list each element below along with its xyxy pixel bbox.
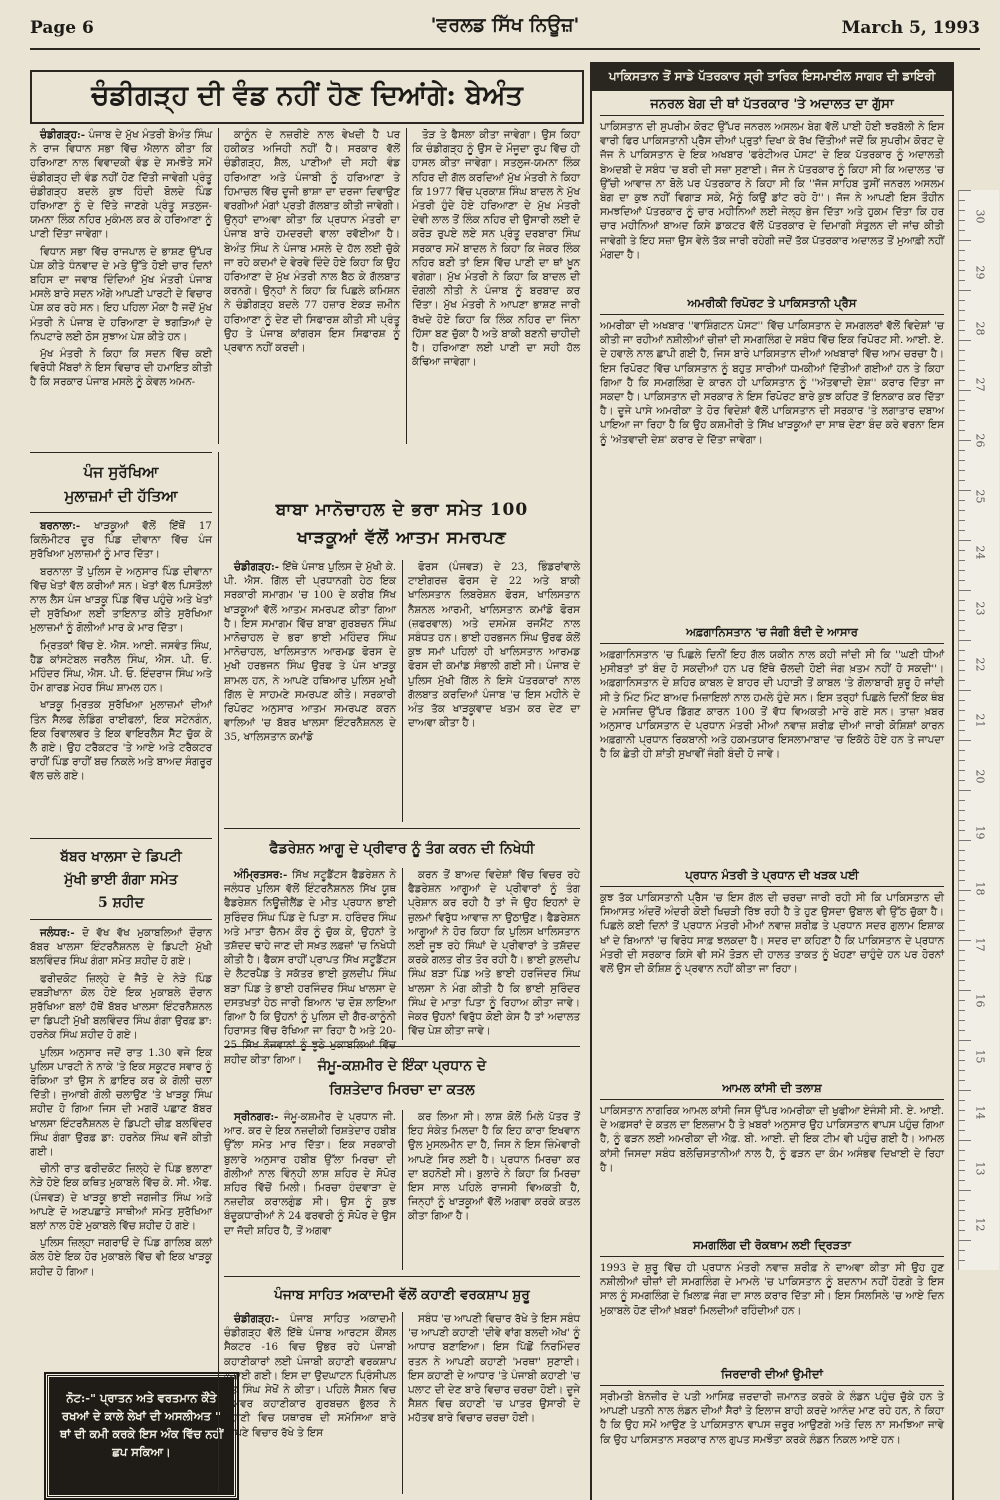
lead-paragraph-3: ਮੁੱਖ ਮੰਤਰੀ ਨੇ ਕਿਹਾ ਕਿ ਸਦਨ ਵਿੱਚ ਕਈ ਵਿਰੋਧੀ ਮੈਂਬਰਾਂ ਨੇ ਇਸ ਵਿਚਾਰ ਦੀ ਹਮਾਇਤ ਕੀਤੀ ਹੈ ਕਿ ਸਰਕਾਰ ਪੰਜਾਬ ਮਸਲੇ ਨੂੰ ਕੇਵਲ ਅਮਨ- <box>30 348 212 389</box>
ruler-tick <box>959 1050 965 1051</box>
ruler-tick <box>959 1260 965 1261</box>
kashmir-column-1-text: ਜੰਮੂ-ਕਸ਼ਮੀਰ ਦੇ ਪ੍ਰਧਾਨ ਜੀ. ਆਰ. ਕਰ ਦੇ ਇਕ ਨਜ਼ਦੀਕੀ ਰਿਸ਼ਤੇਦਾਰ ਹਬੀਬ ਉੱਲਾ ਸਮੇਤ ਮਾਰ ਦਿੱਤਾ। ਇਕ ਸਰਕਾਰੀ ਬੁਲਾਰੇ ਅਨੁਸਾਰ ਹਬੀਬ ਉੱਲਾ ਮਿਰਚਾ ਦੀ ਗੋਲੀਆਂ ਨਾਲ ਵਿੰਨ੍ਹੀ ਲਾਸ਼ ਸ਼ਹਿਰ ਦੇ ਸੋਪੋਰ ਸ਼ਹਿਰ ਵਿੱਚੋਂ ਮਿਲੀ। ਮਿਰਚਾ ਹੰਦਵਾੜਾ ਦੇ ਨਜ਼ਦੀਕ ਕਰਾਲਗੁੰਡ ਸੀ। ਉਸ ਨੂੰ ਕੁਝ ਬੰਦੂਕਧਾਰੀਆਂ ਨੇ 24 ਫਰਵਰੀ ਨੂੰ ਸੋਪੋਰ ਦੇ ਉਸ ਦਾ ਜੱਦੀ ਸ਼ਹਿਰ ਹੈ, ਤੋਂ ਅਗਵਾ <box>224 1111 396 1237</box>
workshop-column-1-text: ਪੰਜਾਬ ਸਾਹਿਤ ਅਕਾਦਮੀ ਚੰਡੀਗੜ੍ਹ ਵੱਲੋਂ ਇੱਥੇ ਪੰਜਾਬ ਆਰਟਸ ਕੌਂਸਲ ਸੈਕਟਰ -16 ਵਿਚ ਉਭਰ ਰਹੇ ਪੰਜਾਬੀ ਕਹਾਣੀਕਾਰਾਂ ਲਈ ਪੰਜਾਬੀ ਕਹਾਣੀ ਵਰਕਸ਼ਾਪ ਲਗਾਈ ਗਈ। ਇਸ ਦਾ ਉਦਘਾਟਨ ਪ੍ਰਿੰਸੀਪਲ ਸੰਤ ਸਿੰਘ ਸੇਖੋਂ ਨੇ ਕੀਤਾ। ਪਹਿਲੇ ਸੈਸ਼ਨ ਵਿਚ ਨਾਮਵਰ ਕਹਾਣੀਕਾਰ ਗੁਰਬਚਨ ਭੁੱਲਰ ਨੇ ਕਹਾਣੀ ਵਿਚ ਯਥਾਰਥ ਦੀ ਸਮੱਸਿਆ ਬਾਰੇ ਆਪਣੇ ਵਿਚਾਰ ਰੱਖੇ ਤੇ ਇਸ <box>224 1313 397 1439</box>
ruler-tick <box>959 790 971 791</box>
surrender-dateline: ਚੰਡੀਗੜ੍ਹ:- <box>234 561 280 573</box>
ruler-tick <box>959 530 965 531</box>
ruler-tick <box>959 710 965 711</box>
ruler-tick <box>959 280 965 281</box>
ruler-tick <box>959 550 965 551</box>
editor-note-box <box>46 1374 237 1498</box>
workshop-column-1 <box>224 1312 396 1494</box>
ruler-tick <box>959 400 965 401</box>
ruler-tick <box>959 960 965 961</box>
kashmir-dateline: ਸ੍ਰੀਨਗਰ:- <box>234 1111 279 1123</box>
issue-date: March 5, 1993 <box>841 18 980 38</box>
ruler-tick <box>959 260 965 261</box>
ruler-tick <box>959 720 965 721</box>
ruler-tick <box>959 830 965 831</box>
ruler-tick <box>959 1150 965 1151</box>
editor-note-text: ਨੋਟ:-" ਪ੍ਰਾਤਨ ਅਤੇ ਵਰਤਮਾਨ ਕੌਂਤੇ ਰਖਆਂ ਦੇ ਕਾਲੇ ਲੇਖਾਂ ਦੀ ਅਸਲੀਅਤ " ਥਾਂ ਦੀ ਕਮੀ ਕਰਕੇ ਇਸ ਅੰਕ ਵਿੱਚ ਨਹੀਂ ਛਪ ਸਕਿਆ। <box>59 1391 224 1459</box>
ruler-tick <box>959 1020 965 1021</box>
ruler-tick <box>959 740 971 741</box>
surrender-column-2-text: ਫੋਰਸ (ਪੰਜਵੜ) ਦੇ 23, ਭਿੰਡਰਾਂਵਾਲੇ ਟਾਈਗਰਜ਼ ਫੋਰਸ ਦੇ 22 ਅਤੇ ਬਾਕੀ ਖਾਲਿਸਤਾਨ ਲਿਬਰੇਸ਼ਨ ਫੋਰਸ, ਖਾਲਿਸਤਾਨ ਨੈਸ਼ਨਲ ਆਰਮੀ, ਖਾਲਿਸਤਾਨ ਕਮਾਂਡੋ ਫੋਰਸ (ਜ਼ਫਰਵਾਲ) ਅਤੇ ਦਸਮੇਸ਼ ਰਜਮੈਂਟ ਨਾਲ ਸਬੰਧਤ ਹਨ। ਭਾਈ ਹਰਭਜਨ ਸਿੰਘ ਉਰਫ ਕੋਲੋਂ ਕੁਝ ਸਮਾਂ ਪਹਿਲਾਂ ਹੀ ਖਾਲਿਸਤਾਨ ਆਰਮਡ ਫੋਰਸ ਦੀ ਕਮਾਂਡ ਸੰਭਾਲੀ ਗਈ ਸੀ। ਪੰਜਾਬ ਦੇ ਪੁਲਿਸ ਮੁੱਖੀ ਗਿੱਲ ਨੇ ਇਸੇ ਪੱਤਰਕਾਰਾਂ ਨਾਲ ਗੱਲਬਾਤ ਕਰਦਿਆਂ ਪੰਜਾਬ 'ਚ ਇਸ ਮਹੀਨੇ ਦੇ ਅੰਤ ਤੱਕ ਖਾੜਕੂਵਾਦ ਖਤਮ ਕਰ ਦੇਣ ਦਾ ਦਾਅਵਾ ਕੀਤਾ ਹੈ। <box>408 561 580 730</box>
ruler-tick <box>959 990 971 991</box>
ruler-tick <box>959 370 965 371</box>
ruler-number: 22 <box>973 657 987 672</box>
federation-column-2-text: ਕਰਨ ਤੋਂ ਬਾਅਦ ਵਿਦੇਸ਼ਾਂ ਵਿੱਚ ਵਿਚਰ ਰਹੇ ਫੈਡਰੇਸ਼ਨ ਆਗੂਆਂ ਦੇ ਪ੍ਰੀਵਾਰਾਂ ਨੂੰ ਤੰਗ ਪ੍ਰੇਸ਼ਾਨ ਕਰ ਰਹੀ ਹੈ ਤਾਂ ਜੋ ਉਹ ਇਹਨਾਂ ਦੇ ਜ਼ੁਲਮਾਂ ਵਿਰੁੱਧ ਆਵਾਜ਼ ਨਾ ਉਠਾਉਣ। ਫੈਡਰੇਸ਼ਨ ਆਗੂਆਂ ਨੇ ਹੋਰ ਕਿਹਾ ਕਿ ਪੁਲਿਸ ਖਾਲਿਸਤਾਨ ਲਈ ਜੂਝ ਰਹੇ ਸਿੰਘਾਂ ਦੇ ਪ੍ਰੀਵਾਰਾਂ ਤੇ ਤਸ਼ੱਦਦ ਕਰਕੇ ਗਲਤ ਰੀਤ ਤੋਰ ਰਹੀ ਹੈ। ਭਾਈ ਕੁਲਦੀਪ ਸਿੰਘ ਬੜਾ ਪਿੰਡ ਅਤੇ ਭਾਈ ਹਰਜਿੰਦਰ ਸਿੰਘ ਖਾਲਸਾ ਨੇ ਮੰਗ ਕੀਤੀ ਹੈ ਕਿ ਭਾਈ ਸੁਰਿੰਦਰ ਸਿੰਘ ਦੇ ਮਾਤਾ ਪਿਤਾ ਨੂੰ ਰਿਹਾਅ ਕੀਤਾ ਜਾਵੇ। ਜੇਕਰ ਉਹਨਾਂ ਵਿਰੁੱਧ ਕੋਈ ਕੇਸ ਹੈ ਤਾਂ ਅਦਾਲਤ ਵਿੱਚ ਪੇਸ਼ ਕੀਤਾ ਜਾਵੇ। <box>408 869 580 1038</box>
ruler-tick <box>959 1060 965 1061</box>
ruler-tick <box>959 1130 965 1131</box>
pakistan-diary-banner: ਪਾਕਿਸਤਾਨ ਤੋਂ ਸਾਡੇ ਪੱਤਰਕਾਰ ਸ੍ਰੀ ਤਾਰਿਕ ਇਸਮਾਈਲ ਸਾਗਰ ਦੀ ਡਾਇਰੀ <box>592 62 952 91</box>
diary-section-body-1: ਪਾਕਿਸਤਾਨ ਦੀ ਸੁਪਰੀਮ ਕੋਰਟ ਉੱਪਰ ਜਨਰਲ ਅਸਲਮ ਬੇਗ ਵੱਲੋਂ ਪਾਈ ਹੋਈ ਝਰਬੱਲੀ ਨੇ ਇਸ ਵਾਰੀ ਫਿਰ ਪਾਕਿਸਤਾਨੀ ਪ੍ਰੈਸ ਦੀਆਂ ਪ੍ਰੁਤਾਂ ਦਿਖਾ ਕੇ ਰੱਖ ਦਿੱਤੀਆਂ ਜਦੋਂ ਕਿ ਸੁਪਰੀਮ ਕੋਰਟ ਦੇ ਜੱਜ ਨੇ ਪਾਕਿਸਤਾਨ ਦੇ ਇਕ ਅਖਬਾਰ 'ਫਰੰਟੀਅਰ ਪੋਸਟ' ਦੇ ਇਕ ਪੱਤਰਕਾਰ ਨੂੰ ਅਦਾਲਤੀ ਬੇਅਦਬੀ ਦੇ ਸਬੰਧ 'ਚ ਬਰੀ ਦੀ ਸਜ਼ਾ ਸੁਣਾਈ। ਜੱਜ ਨੇ ਪੱਤਰਕਾਰ ਨੂੰ ਕਿਹਾ ਸੀ ਕਿ ਅਦਾਲਤ 'ਚ ਉੱਚੀ ਆਵਾਜ਼ ਨਾ ਬੋਲੇ ਪਰ ਪੱਤਰਕਾਰ ਨੇ ਕਿਹਾ ਸੀ ਕਿ ''ਜੱਜ ਸਾਹਿਬ ਤੁਸੀਂ ਜਨਰਲ ਅਸਲਮ ਬੇਗ ਦਾ ਕੁਝ ਨਹੀਂ ਵਿਗਾੜ ਸਕੇ, ਮੈਨੂੰ ਕਿਉਂ ਡਾਂਟ ਰਹੇ ਹੋ''। ਜੱਜ ਨੇ ਆਪਣੀ ਇਸ ਤੌਹੀਨ ਸਮਝਦਿਆਂ ਪੱਤਰਕਾਰ ਨੂੰ ਚਾਰ ਮਹੀਨਿਆਂ ਲਈ ਜੇਲ੍ਹ ਭੇਜ ਦਿੱਤਾ ਅਤੇ ਹੁਕਮ ਦਿੱਤਾ ਕਿ ਹਰ ਚਾਰ ਮਹੀਨਿਆਂ ਬਾਅਦ ਕਿਸੇ ਡਾਕਟਰ ਵੱਲੋਂ ਪੱਤਰਕਾਰ ਦੇ ਦਿਮਾਗੀ ਸੰਤੁਲਨ ਦੀ ਜਾਂਚ ਕੀਤੀ ਜਾਵੇਗੀ ਤੇ ਇਹ ਸਜ਼ਾ ਉਸ ਵੇਲੇ ਤੱਕ ਜਾਰੀ ਰਹੇਗੀ ਜਦੋਂ ਤੱਕ ਪੱਤਰਕਾਰ ਅਦਾਲਤ ਤੋਂ ਮੁਆਫ਼ੀ ਨਹੀਂ ਮੰਗਦਾ ਹੈ। <box>600 121 944 261</box>
ruler-tick <box>959 970 965 971</box>
ruler-tick <box>959 230 965 231</box>
ruler-tick <box>959 460 965 461</box>
ruler-number: 12 <box>973 1217 987 1232</box>
ruler-number: 30 <box>973 209 987 224</box>
ruler-tick <box>959 360 965 361</box>
ruler-tick <box>959 390 971 391</box>
ruler-tick <box>959 1190 971 1191</box>
federation-dateline: ਅੰਮ੍ਰਿਤਸਰ:- <box>234 869 288 881</box>
ruler-tick <box>959 470 965 471</box>
ruler-tick <box>959 940 971 941</box>
ruler-tick <box>959 1030 965 1031</box>
ruler-tick <box>959 500 965 501</box>
babbar-paragraph-1: ਦੋ ਵੱਖ ਵੱਖ ਮੁਕਾਬਲਿਆਂ ਦੌਰਾਨ ਬੱਬਰ ਖਾਲਸਾ ਇੰਟਰਨੈਸ਼ਨਲ ਦੇ ਡਿਪਟੀ ਮੁੱਖੀ ਬਲਵਿੰਦਰ ਸਿੰਘ ਗੰਗਾ ਸਮੇਤ ਸ਼ਹੀਦ ਹੋ ਗਏ। <box>30 927 212 968</box>
ruler-tick <box>959 240 971 241</box>
ruler-tick <box>959 1070 965 1071</box>
ruler-tick <box>959 1250 965 1251</box>
five-security-paragraph-3: ਮ੍ਰਿਤਕਾਂ ਵਿੱਚ ਏ. ਐਸ. ਆਈ. ਜਸਵੰਤ ਸਿੰਘ, ਹੈਡ ਕਾਂਸਟੇਬਲ ਜਰਨੈਲ ਸਿੰਘ, ਐਸ. ਪੀ. ਓ. ਮਹਿੰਦਰ ਸਿੰਘ, ਐਸ. ਪੀ. ਓ. ਇੰਦਰਾਜ ਸਿੰਘ ਅਤੇ ਹੋਮ ਗਾਰਡ ਮੇਹਰ ਸਿੰਘ ਸ਼ਾਮਲ ਹਨ। <box>30 639 212 695</box>
ruler-tick <box>959 800 965 801</box>
babbar-paragraph-4: ਚੀਨੀ ਰਾਤ ਫਰੀਦਕੋਟ ਜ਼ਿਲ੍ਹੇ ਦੇ ਪਿੰਡ ਭਲਾਣਾ ਨੇੜੇ ਹੋਏ ਇਕ ਕਥਿਤ ਮੁਕਾਬਲੇ ਵਿੱਚ ਕੇ. ਸੀ. ਐਫ. (ਪੰਜਵੜ) ਦੇ ਖਾੜਕੂ ਭਾਈ ਜਗਜੀਤ ਸਿੰਘ ਅਤੇ ਆਪਣੇ ਦੋ ਅਣਪਛਾਤੇ ਸਾਥੀਆਂ ਸਮੇਤ ਸੁਰੱਖਿਆ ਬਲਾਂ ਨਾਲ ਹੋਏ ਮੁਕਾਬਲੇ ਵਿੱਚ ਸ਼ਹੀਦ ਹੋ ਗਏ। <box>30 1163 212 1233</box>
diary-section-body-5: ਪਾਕਿਸਤਾਨ ਨਾਗਰਿਕ ਆਮਲ ਕਾਂਸੀ ਜਿਸ ਉੱਪਰ ਅਮਰੀਕਾ ਦੀ ਖੁਫੀਆ ਏਜੰਸੀ ਸੀ. ਏ. ਆਈ. ਦੇ ਅਫ਼ਸਰਾਂ ਦੇ ਕਤਲ ਦਾ ਇਲਜ਼ਾਮ ਹੈ ਤੇ ਖ਼ਬਰਾਂ ਅਨੁਸਾਰ ਉਹ ਪਾਕਿਸਤਾਨ ਵਾਪਸ ਪਹੁੰਚ ਗਿਆ ਹੈ, ਨੂੰ ਫੜਨ ਲਈ ਅਮਰੀਕਾ ਦੀ ਐਫ਼. ਬੀ. ਆਈ. ਦੀ ਇਕ ਟੀਮ ਵੀ ਪਹੁੰਚ ਗਈ ਹੈ। ਆਮਲ ਕਾਂਸੀ ਜਿਸਦਾ ਸਬੰਧ ਬਲੋਚਿਸਤਾਨੀਆਂ ਨਾਲ ਹੈ, ਨੂੰ ਫੜਨ ਦਾ ਕੰਮ ਅਸੰਭਵ ਦਿਖਾਈ ਦੇ ਰਿਹਾ ਹੈ। <box>600 1105 944 1174</box>
babbar-paragraph-3: ਪੁਲਿਸ ਅਨੁਸਾਰ ਜਦੋਂ ਰਾਤ 1.30 ਵਜੇ ਇਕ ਪੁਲਿਸ ਪਾਰਟੀ ਨੇ ਨਾਕੇ 'ਤੇ ਇਕ ਸਕੂਟਰ ਸਵਾਰ ਨੂੰ ਰੋਕਿਆ ਤਾਂ ਉਸ ਨੇ ਫ਼ਾਇਰ ਕਰ ਕੇ ਗੋਲੀ ਚਲਾ ਦਿੱਤੀ। ਜੁਆਬੀ ਗੋਲੀ ਚਲਾਉਣ 'ਤੇ ਖਾੜਕੂ ਸਿੰਘ ਸ਼ਹੀਦ ਹੋ ਗਿਆ ਜਿਸ ਦੀ ਮਗਰੋਂ ਪਛਾਣ ਬੱਬਰ ਖਾਲਸਾ ਇੰਟਰਨੈਸ਼ਨਲ ਦੇ ਡਿਪਟੀ ਚੀਫ਼ ਬਲਵਿੰਦਰ ਸਿੰਘ ਗੰਗਾ ਉਰਫ਼ ਡਾ: ਹਰਨੇਕ ਸਿੰਘ ਵਜੋਂ ਕੀਤੀ ਗਈ। <box>30 1046 212 1159</box>
story-federation <box>224 838 580 860</box>
ruler-tick <box>959 1170 965 1171</box>
ruler-number: 21 <box>973 713 987 728</box>
ruler-tick <box>959 900 965 901</box>
ruler-tick <box>959 580 965 581</box>
ruler-tick <box>959 270 965 271</box>
ruler-tick <box>959 750 965 751</box>
ruler-tick <box>959 730 965 731</box>
ruler-tick <box>959 780 965 781</box>
babbar-paragraph-2: ਫਰੀਦਕੋਟ ਜ਼ਿਲ੍ਹੇ ਦੇ ਜੈਤੋ ਦੇ ਨੇੜੇ ਪਿੰਡ ਦਬੜੀਖਾਨਾ ਕੋਲ ਹੋਏ ਇਕ ਮੁਕਾਬਲੇ ਦੌਰਾਨ ਸੁਰੱਖਿਆ ਬਲਾਂ ਹੱਥੋਂ ਬੱਬਰ ਖਾਲਸਾ ਇੰਟਰਨੈਸ਼ਨਲ ਦਾ ਡਿਪਟੀ ਮੁੱਖੀ ਬਲਵਿੰਦਰ ਸਿੰਘ ਗੰਗਾ ਉਰਫ਼ ਡਾ: ਹਰਨੇਕ ਸਿੰਘ ਸ਼ਹੀਦ ਹੋ ਗਏ। <box>30 972 212 1042</box>
ruler-tick <box>959 1120 965 1121</box>
lead-column-2 <box>224 128 400 446</box>
babbar-headline-2: ਮੁੱਖੀ ਭਾਈ ਗੰਗਾ ਸਮੇਤ <box>64 872 178 888</box>
ruler-tick <box>959 480 965 481</box>
newspaper-title: 'ਵਰਲਡ ਸਿੱਖ ਨਿਊਜ਼' <box>430 14 580 36</box>
ruler-tick <box>959 760 965 761</box>
surrender-column-1-text: ਇੱਥੇ ਪੰਜਾਬ ਪੁਲਿਸ ਦੇ ਮੁੱਖੀ ਕੇ. ਪੀ. ਐਸ. ਗਿੱਲ ਦੀ ਪ੍ਰਧਾਨਗੀ ਹੇਠ ਇਕ ਸਰਕਾਰੀ ਸਮਾਗਮ 'ਚ 100 ਦੇ ਕਰੀਬ ਸਿੱਖ ਖਾੜਕੂਆਂ ਵੱਲੋਂ ਆਤਮ ਸਮਰਪਣ ਕੀਤਾ ਗਿਆ ਹੈ। ਇਸ ਸਮਾਗਮ ਵਿੱਚ ਬਾਬਾ ਗੁਰਬਚਨ ਸਿੰਘ ਮਾਨੋਚਾਹਲ ਦੇ ਭਰਾ ਭਾਈ ਮਹਿੰਦਰ ਸਿੰਘ ਮਾਨੋਚਾਹਲ, ਖਾਲਿਸਤਾਨ ਆਰਮਡ ਫੋਰਸ ਦੇ ਮੁਖੀ ਹਰਭਜਨ ਸਿੰਘ ਉਰਫ ਤੇ ਪੰਜ ਖਾੜਕੂ ਸ਼ਾਮਲ ਹਨ, ਨੇ ਆਪਣੇ ਹਥਿਆਰ ਪੁਲਿਸ ਮੁਖੀ ਗਿੱਲ ਦੇ ਸਾਹਮਣੇ ਸਮਰਪਣ ਕੀਤੇ। ਸਰਕਾਰੀ ਰਿਪੋਰਟ ਅਨੁਸਾਰ ਆਤਮ ਸਮਰਪਣ ਕਰਨ ਵਾਲਿਆਂ 'ਚ ਬੱਬਰ ਖਾਲਸਾ ਇੰਟਰਨੈਸ਼ਨਲ ਦੇ 35, ਖਾਲਿਸਤਾਨ ਕਮਾਂਡੋ <box>224 561 396 744</box>
ruler-tick <box>959 670 965 671</box>
ruler-tick <box>959 250 965 251</box>
kashmir-headline-2: ਰਿਸ਼ਤੇਦਾਰ ਮਿਰਚਾ ਦਾ ਕਤਲ <box>329 1082 475 1098</box>
ruler-tick <box>959 1200 965 1201</box>
story-surrender <box>224 496 580 552</box>
ruler-tick <box>959 610 965 611</box>
kashmir-column-1 <box>224 1110 396 1270</box>
diary-section-title-3: ਅਫ਼ਗਾਨਿਸਤਾਨ 'ਚ ਜੰਗੀ ਬੰਦੀ ਦੇ ਆਸਾਰ <box>600 625 944 644</box>
kashmir-headline-1: ਜੰਮੂ-ਕਸ਼ਮੀਰ ਦੇ ਇੰਕਾ ਪ੍ਰਧਾਨ ਦੇ <box>317 1058 487 1074</box>
ruler-tick <box>959 630 965 631</box>
ruler-tick <box>959 770 965 771</box>
ruler-tick <box>959 850 965 851</box>
ruler-tick <box>959 450 965 451</box>
ruler-tick <box>959 810 965 811</box>
ruler-tick <box>959 820 965 821</box>
ruler-tick <box>959 1110 965 1111</box>
ruler-number: 29 <box>973 265 987 280</box>
ruler-tick <box>959 300 965 301</box>
five-security-paragraph-2: ਬਰਨਾਲਾ ਤੋਂ ਪੁਲਿਸ ਦੇ ਅਨੁਸਾਰ ਪਿੰਡ ਦੀਵਾਨਾ ਵਿੱਚ ਖੇਤਾਂ ਵੱਲ ਕਰੀਆਂ ਸਨ। ਖੇਤਾਂ ਵੱਲ ਪਿਸਤੌਲਾਂ ਨਾਲ ਲੈਸ ਪੰਜ ਖਾੜਕੂ ਪਿੰਡ ਵਿੱਚ ਪਹੁੰਚੇ ਅਤੇ ਖੇਤਾਂ ਦੀ ਸੁਰੱਖਿਆ ਲਈ ਤਾਇਨਾਤ ਕੀਤੇ ਸੁਰੱਖਿਆ ਮੁਲਾਜ਼ਮਾਂ ਨੂੰ ਗੋਲੀਆਂ ਮਾਰ ਕੇ ਮਾਰ ਦਿੱਤਾ। <box>30 565 212 635</box>
story-five-security <box>30 460 212 819</box>
ruler-tick <box>959 200 965 201</box>
page-number: Page 6 <box>30 18 94 38</box>
lead-headline-box <box>30 70 584 124</box>
ruler-tick <box>959 1220 965 1221</box>
ruler-tick <box>959 660 965 661</box>
ruler-tick <box>959 490 971 491</box>
surrender-headline-1: ਬਾਬਾ ਮਾਨੋਚਾਹਲ ਦੇ ਭਰਾ ਸਮੇਤ 100 <box>275 500 529 520</box>
five-security-headline-1: ਪੰਜ ਸੁਰੱਖਿਆ <box>83 463 159 481</box>
ruler-tick <box>959 430 965 431</box>
diary-section-title-6: ਸਮਗਲਿੰਗ ਦੀ ਰੋਕਥਾਮ ਲਈ ਦ੍ਰਿੜਤਾ <box>600 1238 944 1257</box>
diary-section-body-7: ਸ੍ਰੀਮਤੀ ਬੇਨਜ਼ੀਰ ਦੇ ਪਤੀ ਆਸਿਫ਼ ਜ਼ਰਦਾਰੀ ਜ਼ਮਾਨਤ ਕਰਕੇ ਕੇ ਲੰਡਨ ਪਹੁੰਚ ਚੁੱਕੇ ਹਨ ਤੇ ਆਪਣੀ ਪਤਨੀ ਨਾਲ ਲੰਡਨ ਦੀਆਂ ਸੈਰਾਂ ਤੇ ਇਲਾਜ ਬਾਹੀ ਕਰਦੇ ਆਨੰਦ ਮਾਣ ਰਹੇ ਹਨ, ਨੇ ਕਿਹਾ ਹੈ ਕਿ ਉਹ ਸਮੇਂ ਆਉਣ ਤੇ ਪਾਕਿਸਤਾਨ ਵਾਪਸ ਜ਼ਰੂਰ ਆਉਣਗੇ ਅਤੇ ਦਿਲ ਨਾ ਸਮਝਿਆ ਜਾਵੇ ਕਿ ਉਹ ਪਾਕਿਸਤਾਨ ਸਰਕਾਰ ਨਾਲ ਗੁਪਤ ਸਮਝੌਤਾ ਕਰਕੇ ਲੰਡਨ ਨਿਕਲ ਆਏ ਹਨ। <box>600 1391 944 1446</box>
federation-column-1 <box>224 868 396 1066</box>
diary-section-title-5: ਆਮਲ ਕਾਂਸੀ ਦੀ ਤਲਾਸ਼ <box>600 1081 944 1100</box>
babbar-dateline: ਜਲੰਧਰ:- <box>40 927 75 939</box>
five-security-paragraph-4: ਖਾੜਕੂ ਮ੍ਰਿਤਕ ਸੁਰੱਖਿਆ ਮੁਲਾਜ਼ਮਾਂ ਦੀਆਂ ਤਿੰਨ ਸੈਲਫ ਲੋਡਿੰਗ ਰਾਈਫਲਾਂ, ਇਕ ਸਟੇਨਗੰਨ, ਇਕ ਰਿਵਾਲਵਰ ਤੇ ਇਕ ਵਾਇਰਲੈਸ ਸੈੱਟ ਚੁੱਕ ਕੇ ਲੈ ਗਏ। ਉਹ ਟਰੈਕਟਰ 'ਤੇ ਆਏ ਅਤੇ ਟਰੈਕਟਰ ਰਾਹੀਂ ਪਿੰਡ ਰਾਹੀਂ ਬਚ ਨਿਕਲੇ ਅਤੇ ਬਾਅਦ ਸੰਗਰੂਰ ਵੱਲ ਚਲੇ ਗਏ। <box>30 699 212 783</box>
ruler-tick <box>959 840 971 841</box>
workshop-dateline: ਚੰਡੀਗੜ੍ਹ:- <box>234 1313 280 1325</box>
ruler-tick <box>959 330 965 331</box>
federation-column-1-text: ਸਿੱਖ ਸਟੂਡੈਂਟਸ ਫੈਡਰੇਸ਼ਨ ਨੇ ਜਲੰਧਰ ਪੁਲਿਸ ਵੱਲੋਂ ਇੰਟਰਨੈਸ਼ਨਲ ਸਿੱਖ ਯੂਥ ਫੈਡਰੇਸ਼ਨ ਨਿਊਜ਼ੀਲੈਂਡ ਦੇ ਮੀਤ ਪ੍ਰਧਾਨ ਭਾਈ ਸੁਰਿੰਦਰ ਸਿੰਘ ਪਿੰਡ ਦੇ ਪਿਤਾ ਸ. ਹਰਿੰਦਰ ਸਿੰਘ ਅਤੇ ਮਾਤਾ ਚੈਨਮ ਕੌਰ ਨੂੰ ਚੁੱਕ ਕੇ, ਉਹਨਾਂ ਤੇ ਤਸ਼ੱਦਦ ਢਾਹੇ ਜਾਣ ਦੀ ਸਖ਼ਤ ਲਫ਼ਜ਼ਾਂ 'ਚ ਨਿਖੇਧੀ ਕੀਤੀ ਹੈ। ਫੈਕਸ ਰਾਹੀਂ ਪ੍ਰਾਪਤ ਸਿੱਖ ਸਟੂਡੈਂਟਸ ਦੇ ਲੈਟਰਪੈਡ ਤੇ ਸਕੱਤਰ ਭਾਈ ਕੁਲਦੀਪ ਸਿੰਘ ਬੜਾ ਪਿੰਡ ਤੇ ਭਾਈ ਹਰਜਿੰਦਰ ਸਿੰਘ ਖਾਲਸਾ ਦੇ ਦਸਤਖਤਾਂ ਹੇਠ ਜਾਰੀ ਬਿਆਨ 'ਚ ਦੋਸ਼ ਲਾਇਆ ਗਿਆ ਹੈ ਕਿ ਉਹਨਾਂ ਨੂੰ ਪੁਲਿਸ ਦੀ ਗੈਰ-ਕਾਨੂੰਨੀ ਹਿਰਾਸਤ ਵਿੱਚ ਰੱਖਿਆ ਜਾ ਰਿਹਾ ਹੈ ਅਤੇ 20-25 ਸਿੱਖ ਨੌਜਵਾਨਾਂ ਨੂੰ ਝੂਠੇ ਮੁਕਾਬਲਿਆਂ ਵਿੱਚ ਸ਼ਹੀਦ ਕੀਤਾ ਗਿਆ। <box>224 869 396 1066</box>
five-security-paragraph-1: ਖਾੜਕੂਆਂ ਵੱਲੋਂ ਇੱਥੋਂ 17 ਕਿਲੋਮੀਟਰ ਦੂਰ ਪਿੰਡ ਦੀਵਾਨਾ ਵਿੱਚ ਪੰਜ ਸੁਰੱਖਿਆ ਮੁਲਾਜ਼ਮਾਂ ਨੂੰ ਮਾਰ ਦਿੱਤਾ। <box>30 520 212 561</box>
diary-section-title-7: ਜਿਰਦਾਰੀ ਦੀਆਂ ਉਮੀਦਾਂ <box>600 1367 944 1386</box>
lead-column-1 <box>30 128 212 446</box>
diary-section-body-3: ਅਫ਼ਗਾਨਿਸਤਾਨ 'ਚ ਪਿਛਲੇ ਦਿਨੀਂ ਇਹ ਗੱਲ ਯਕੀਨ ਨਾਲ ਕਹੀ ਜਾਂਦੀ ਸੀ ਕਿ ''ਘਣੀ ਧੀਆਂ ਮੁਸੀਬਤਾਂ ਤਾਂ ਬੰਦ ਹੋ ਸਕਦੀਆਂ ਹਨ ਪਰ ਇੱਥੇ ਚੱਲਦੀ ਹੋਈ ਜੰਗ ਖ਼ਤਮ ਨਹੀਂ ਹੋ ਸਕਦੀ''। ਅਫ਼ਗਾਨਿਸਤਾਨ ਦੇ ਸ਼ਹਿਰ ਕਾਬਲ ਦੇ ਬਾਹਰ ਦੀ ਪਹਾੜੀ ਤੋਂ ਕਾਬਲ 'ਤੇ ਗੋਲਾਬਾਰੀ ਸ਼ੁਰੂ ਹੋ ਜਾਂਦੀ ਸੀ ਤੇ ਮਿੰਟ ਮਿੰਟ ਬਾਅਦ ਮਿਜ਼ਾਇਲਾਂ ਨਾਲ ਹਮਲੇ ਹੁੰਦੇ ਸਨ। ਇਸ ਤਰ੍ਹਾਂ ਪਿਛਲੇ ਦਿਨੀਂ ਇਕ ਥੰਬ ਦੇ ਮਸਜਿਦ ਉੱਪਰ ਡਿੱਗਣ ਕਾਰਨ 100 ਤੋਂ ਵੱਧ ਵਿਅਕਤੀ ਮਾਰੇ ਗਏ ਸਨ। ਤਾਜ਼ਾ ਖ਼ਬਰ ਅਨੁਸਾਰ ਪਾਕਿਸਤਾਨ ਦੇ ਪ੍ਰਧਾਨ ਮੰਤਰੀ ਮੀਆਂ ਨਵਾਜ਼ ਸ਼ਰੀਫ਼ ਦੀਆਂ ਜਾਰੀ ਕੋਸ਼ਿਸ਼ਾਂ ਕਾਰਨ ਅਫ਼ਗਾਨੀ ਪ੍ਰਧਾਨ ਰਿਕਬਾਨੀ ਅਤੇ ਹਕਮਤਯਾਰ ਇਸਲਾਮਾਬਾਦ 'ਚ ਇਕੱਠੇ ਹੋਏ ਹਨ ਤੇ ਜਾਪਦਾ ਹੈ ਕਿ ਛੇਤੀ ਹੀ ਸ਼ਾਂਤੀ ਸੁਖਾਵੀਂ ਜੰਗੀ ਬੰਦੀ ਹੋ ਜਾਵੇ। <box>600 649 944 761</box>
workshop-column-2 <box>408 1312 580 1494</box>
ruler-tick <box>959 520 965 521</box>
ruler-tick <box>959 640 971 641</box>
ruler-tick <box>959 420 965 421</box>
ruler-tick <box>959 1040 971 1041</box>
lead-headline: ਚੰਡੀਗੜ੍ਹ ਦੀ ਵੰਡ ਨਹੀਂ ਹੋਣ ਦਿਆਂਗੇ: ਬੇਅੰਤ <box>91 80 523 111</box>
ruler-tick <box>959 860 965 861</box>
five-security-body <box>30 519 212 819</box>
ruler-tick <box>959 1160 965 1161</box>
ruler-number: 13 <box>973 1161 987 1176</box>
workshop-headline: ਪੰਜਾਬ ਸਾਹਿਤ ਅਕਾਦਮੀ ਵੱਲੋਂ ਕਹਾਣੀ ਵਰਕਸ਼ਾਪ ਸ਼ੁਰੂ <box>274 1287 530 1303</box>
ruler-tick <box>959 310 965 311</box>
ruler-number: 25 <box>973 489 987 504</box>
ruler-tick <box>959 320 965 321</box>
ruler-tick <box>959 220 965 221</box>
masthead <box>30 10 980 50</box>
ruler-tick <box>959 880 965 881</box>
ruler-tick <box>959 590 971 591</box>
ruler-number: 28 <box>973 321 987 336</box>
ruler-tick <box>959 980 965 981</box>
ruler-tick <box>959 1010 965 1011</box>
ruler-number: 27 <box>973 377 987 392</box>
ruler-tick <box>959 1240 971 1241</box>
federation-column-2 <box>408 868 580 1040</box>
babbar-headline-3: 5 ਸ਼ਹੀਦ <box>30 892 212 920</box>
ruler-tick <box>959 870 965 871</box>
story-babbar-khalsa <box>30 846 212 1366</box>
ruler-tick <box>959 290 971 291</box>
federation-headline: ਫੈਡਰੇਸ਼ਨ ਆਗੂ ਦੇ ਪ੍ਰੀਵਾਰ ਨੂੰ ਤੰਗ ਕਰਨ ਦੀ ਨਿਖੇਧੀ <box>269 841 535 857</box>
ruler-tick <box>959 700 965 701</box>
ruler-number: 19 <box>973 825 987 840</box>
lead-paragraph-2: ਵਿਧਾਨ ਸਭਾ ਵਿੱਚ ਰਾਜਪਾਲ ਦੇ ਭਾਸ਼ਣ ਉੱਪਰ ਪੇਸ਼ ਕੀਤੇ ਧੰਨਵਾਦ ਦੇ ਮਤੇ ਉੱਤੇ ਹੋਈ ਚਾਰ ਦਿਨਾਂ ਬਹਿਸ ਦਾ ਜਵਾਬ ਦਿੰਦਿਆਂ ਮੁੱਖ ਮੰਤਰੀ ਪੰਜਾਬ ਮਸਲੇ ਬਾਰੇ ਸਦਨ ਅੱਗੇ ਆਪਣੀ ਪਾਰਟੀ ਦੇ ਵਿਚਾਰ ਪੇਸ਼ ਕਰ ਰਹੇ ਸਨ। ਇਹ ਪਹਿਲਾ ਮੌਕਾ ਹੈ ਜਦੋਂ ਮੁੱਖ ਮੰਤਰੀ ਨੇ ਪੰਜਾਬ ਦੇ ਹਰਿਆਣਾ ਦੇ ਝਗੜਿਆਂ ਦੇ ਨਿਪਟਾਰੇ ਲਈ ਠੋਸ ਸੁਝਾਅ ਪੇਸ਼ ਕੀਤੇ ਹਨ। <box>30 245 212 343</box>
ruler-tick <box>959 570 965 571</box>
lead-dateline: ਚੰਡੀਗੜ੍ਹ:- <box>40 129 86 141</box>
ruler-tick <box>959 560 965 561</box>
pakistan-diary-panel <box>590 62 954 1500</box>
diary-section-title-1: ਜਨਰਲ ਬੇਗ ਦੀ ਥਾਂ ਪੱਤਰਕਾਰ 'ਤੇ ਅਦਾਲਤ ਦਾ ਗੁੱਸਾ <box>600 97 944 116</box>
ruler-number: 26 <box>973 433 987 448</box>
ruler-number: 20 <box>973 769 987 784</box>
ruler-number: 23 <box>973 601 987 616</box>
lead-paragraph-1: ਪੰਜਾਬ ਦੇ ਮੁੱਖ ਮੰਤਰੀ ਬੇਅੰਤ ਸਿੰਘ ਨੇ ਰਾਜ ਵਿਧਾਨ ਸਭਾ ਵਿੱਚ ਐਲਾਨ ਕੀਤਾ ਕਿ ਹਰਿਆਣਾ ਨਾਲ ਵਿਵਾਦਕੀ ਵੰਡ ਦੇ ਸਮਝੌਤੇ ਸਮੇਂ ਚੰਡੀਗੜ੍ਹ ਦੀ ਵੰਡ ਨਹੀਂ ਹੋਣ ਦਿੱਤੀ ਜਾਵੇਗੀ ਪ੍ਰੰਤੂ ਚੰਡੀਗੜ੍ਹ ਬਦਲੇ ਕੁਝ ਹਿੰਦੀ ਬੋਲਦੇ ਪਿੰਡ ਹਰਿਆਣਾ ਨੂੰ ਦੇ ਦਿੱਤੇ ਜਾਣਗੇ ਪ੍ਰੰਤੂ ਸਤਲੁਜ-ਯਮਨਾ ਲਿੰਕ ਨਹਿਰ ਮੁਕੰਮਲ ਕਰ ਕੇ ਹਰਿਆਣਾ ਨੂੰ ਪਾਣੀ ਦਿੱਤਾ ਜਾਵੇਗਾ। <box>30 129 212 241</box>
story-kashmir <box>224 1054 580 1102</box>
diary-section-body-4: ਕੁਝ ਤੱਕ ਪਾਕਿਸਤਾਨੀ ਪ੍ਰੈਸ 'ਚ ਇਸ ਗੱਲ ਦੀ ਚਰਚਾ ਜਾਰੀ ਰਹੀ ਸੀ ਕਿ ਪਾਕਿਸਤਾਨ ਦੀ ਸਿਆਸਤ ਅੰਦਰੋਂ ਅੰਦਰੀ ਕੋਈ ਖਿਚੜੀ ਰਿੱਝ ਰਹੀ ਹੈ ਤੇ ਹੁਣ ਉਸਦਾ ਉਬਾਲ ਵੀ ਉੱਠ ਚੁੱਕਾ ਹੈ। ਪਿਛਲੇ ਕਈ ਦਿਨਾਂ ਤੋਂ ਪ੍ਰਧਾਨ ਮੰਤਰੀ ਮੀਆਂ ਨਵਾਜ਼ ਸ਼ਰੀਫ਼ ਤੇ ਪ੍ਰਧਾਨ ਸਦਰ ਗੁਲਾਮ ਇਸ਼ਾਕ ਖਾਂ ਦੇ ਬਿਆਨਾਂ 'ਚ ਵਿਰੋਧ ਸਾਫ਼ ਝਲਕਦਾ ਹੈ। ਸਦਰ ਦਾ ਕਹਿਣਾ ਹੈ ਕਿ ਪਾਕਿਸਤਾਨ ਦੇ ਪ੍ਰਧਾਨ ਮੰਤਰੀ ਦੀ ਸਰਕਾਰ ਕਿਸੇ ਵੀ ਸਮੇਂ ਤੋੜਨ ਦੀ ਹਾਲਤ ਤਾਕਤ ਨੂੰ ਖੋਹਣਾ ਚਾਹੁੰਦੇ ਹਨ ਪਰ ਹੋਰਨਾਂ ਵਲੋਂ ਉਸ ਦੀ ਕੋਸ਼ਿਸ਼ ਨੂੰ ਪ੍ਰਵਾਨ ਨਹੀਂ ਕੀਤਾ ਜਾ ਰਿਹਾ। <box>600 892 944 976</box>
ruler-tick <box>959 1090 971 1091</box>
ruler-tick <box>959 1230 965 1231</box>
ruler-tick <box>959 1100 965 1101</box>
ruler-number: 15 <box>973 1049 987 1064</box>
ruler-tick <box>959 1080 965 1081</box>
ruler-tick <box>959 1000 965 1001</box>
ruler-tick <box>959 920 965 921</box>
diary-section-title-4: ਪ੍ਰਧਾਨ ਮੰਤਰੀ ਤੇ ਪ੍ਰਧਾਨ ਦੀ ਖੜਕ ਪਈ <box>600 868 944 887</box>
ruler-tick <box>959 1180 965 1181</box>
ruler-tick <box>959 910 965 911</box>
story-workshop <box>224 1284 580 1306</box>
diary-section-body-6: 1993 ਦੇ ਸ਼ੁਰੂ ਵਿੱਚ ਹੀ ਪ੍ਰਧਾਨ ਮੰਤਰੀ ਨਵਾਜ਼ ਸ਼ਰੀਫ਼ ਨੇ ਦਾਅਵਾ ਕੀਤਾ ਸੀ ਉਹ ਹੁਣ ਨਸ਼ੀਲੀਆਂ ਚੀਜ਼ਾਂ ਦੀ ਸਮਗਲਿੰਗ ਦੇ ਮਾਮਲੇ 'ਚ ਪਾਕਿਸਤਾਨ ਨੂੰ ਬਦਨਾਮ ਨਹੀਂ ਹੋਣਗੇ ਤੇ ਇਸ ਸਾਲ ਨੂੰ ਸਮਗਲਿੰਗ ਦੇ ਖ਼ਿਲਾਫ਼ ਜੰਗ ਦਾ ਸਾਲ ਕਰਾਰ ਦਿੱਤਾ ਸੀ। ਇਸ ਸਿਲਸਿਲੇ 'ਚ ਆਏ ਦਿਨ ਮੁਕਾਬਲੇ ਹੋਣ ਦੀਆਂ ਖ਼ਬਰਾਂ ਮਿਲਦੀਆਂ ਰਹਿੰਦੀਆਂ ਹਨ। <box>600 1262 944 1317</box>
ruler-number: 18 <box>973 881 987 896</box>
five-security-dateline: ਬਰਨਾਲਾ:- <box>40 520 81 532</box>
diary-section-body-2: ਅਮਰੀਕਾ ਦੀ ਅਖਬਾਰ ''ਵਾਸ਼ਿੰਗਟਨ ਪੋਸਟ'' ਵਿੱਚ ਪਾਕਿਸਤਾਨ ਦੇ ਸਮਗਲਰਾਂ ਵੱਲੋਂ ਵਿਦੇਸ਼ਾਂ 'ਚ ਕੀਤੀ ਜਾ ਰਹੀਆਂ ਨਸ਼ੀਲੀਆਂ ਚੀਜ਼ਾਂ ਦੀ ਸਮਗਲਿੰਗ ਦੇ ਸਬੰਧ ਵਿੱਚ ਇਕ ਰਿਪੋਰਟ ਸੀ. ਆਈ. ਏ. ਦੇ ਹਵਾਲੇ ਨਾਲ ਛਾਪੀ ਗਈ ਹੈ, ਜਿਸ ਬਾਰੇ ਪਾਕਿਸਤਾਨ ਦੀਆਂ ਅਖਬਾਰਾਂ ਵਿੱਚ ਆਮ ਚਰਚਾ ਹੈ। ਇਸ ਰਿਪੋਰਟ ਵਿੱਚ ਪਾਕਿਸਤਾਨ ਨੂੰ ਬਹੁਤ ਸਾਰੀਆਂ ਧਮਕੀਆਂ ਦਿੱਤੀਆਂ ਗਈਆਂ ਹਨ ਤੇ ਕਿਹਾ ਗਿਆ ਹੈ ਕਿ ਸਮਗਲਿੰਗ ਦੇ ਕਾਰਨ ਹੀ ਪਾਕਿਸਤਾਨ ਨੂੰ ''ਅੱਤਵਾਦੀ ਦੇਸ਼'' ਕਰਾਰ ਦਿੱਤਾ ਜਾ ਸਕਦਾ ਹੈ। ਪਾਕਿਸਤਾਨ ਦੀ ਸਰਕਾਰ ਨੇ ਇਸ ਰਿਪੋਰਟ ਬਾਰੇ ਕੁਝ ਕਹਿਣ ਤੋਂ ਇਨਕਾਰ ਕਰ ਦਿੱਤਾ ਹੈ। ਦੂਜੇ ਪਾਸੇ ਅਮਰੀਕਾ ਤੇ ਹੋਰ ਵਿਦੇਸ਼ਾਂ ਵੱਲੋਂ ਪਾਕਿਸਤਾਨ ਦੀ ਸਰਕਾਰ 'ਤੇ ਲਗਾਤਾਰ ਦਬਾਅ ਪਾਇਆ ਜਾ ਰਿਹਾ ਹੈ ਕਿ ਉਹ ਕਸ਼ਮੀਰੀ ਤੇ ਸਿੱਖ ਖਾੜਕੂਆਂ ਦਾ ਸਾਥ ਦੇਣਾ ਬੰਦ ਕਰੇ ਵਰਨਾ ਇਸ ਨੂੰ 'ਅੱਤਵਾਦੀ ਦੇਸ਼' ਕਰਾਰ ਦੇ ਦਿੱਤਾ ਜਾਵੇਗਾ। <box>600 320 944 446</box>
ruler-number: 24 <box>973 545 987 560</box>
ruler-number: 17 <box>973 937 987 952</box>
ruler-tick <box>959 190 971 191</box>
diary-section-title-2: ਅਮਰੀਕੀ ਰਿਪੋਰਟ ਤੇ ਪਾਕਿਸਤਾਨੀ ਪ੍ਰੈਸ <box>600 296 944 315</box>
ruler-tick <box>959 1210 965 1211</box>
babbar-headline-1: ਬੱਬਰ ਖਾਲਸਾ ਦੇ ਡਿਪਟੀ <box>60 849 182 865</box>
ruler-tick <box>959 510 965 511</box>
lead-column-2-text: ਕਾਨੂੰਨ ਦੇ ਨਜ਼ਰੀਏ ਨਾਲ ਵੇਖਦੀ ਹੈ ਪਰ ਹਕੀਕਤ ਅਜਿਹੀ ਨਹੀਂ ਹੈ। ਸਰਕਾਰ ਵੱਲੋਂ ਚੰਡੀਗੜ੍ਹ, ਸ਼ੈਲ, ਪਾਣੀਆਂ ਦੀ ਸਹੀ ਵੰਡ ਹਰਿਆਣਾ ਅਤੇ ਪੰਜਾਬੀ ਨੂੰ ਹਰਿਆਣਾ ਤੇ ਹਿਮਾਚਲ ਵਿੱਚ ਦੂਜੀ ਭਾਸ਼ਾ ਦਾ ਦਰਜਾ ਦਿਵਾਉਣ ਵਰਗੀਆਂ ਮੰਗਾਂ ਪ੍ਰਤੀ ਗੱਲਬਾਤ ਕੀਤੀ ਜਾਵੇਗੀ। ਉਨ੍ਹਾਂ ਦਾਅਵਾ ਕੀਤਾ ਕਿ ਪ੍ਰਧਾਨ ਮੰਤਰੀ ਦਾ ਪੰਜਾਬ ਬਾਰੇ ਹਮਦਰਦੀ ਵਾਲਾ ਰਵੱਈਆ ਹੈ। ਬੇਅੰਤ ਸਿੰਘ ਨੇ ਪੰਜਾਬ ਮਸਲੇ ਦੇ ਹੱਲ ਲਈ ਚੁੱਕੇ ਜਾ ਰਹੇ ਕਦਮਾਂ ਦੇ ਵੇਰਵੇ ਦਿੰਦੇ ਹੋਏ ਕਿਹਾ ਕਿ ਉਹ ਹਰਿਆਣਾ ਦੇ ਮੁੱਖ ਮੰਤਰੀ ਨਾਲ ਬੈਠ ਕੇ ਗੱਲਬਾਤ ਕਰਨਗੇ। ਉਨ੍ਹਾਂ ਨੇ ਕਿਹਾ ਕਿ ਪਿਛਲੇ ਕਮਿਸ਼ਨ ਨੇ ਚੰਡੀਗੜ੍ਹ ਬਦਲੇ 77 ਹਜ਼ਾਰ ਏਕੜ ਜ਼ਮੀਨ ਹਰਿਆਣਾ ਨੂੰ ਦੇਣ ਦੀ ਸਿਫਾਰਸ਼ ਕੀਤੀ ਸੀ ਪ੍ਰੰਤੂ ਉਹ ਤੇ ਪੰਜਾਬ ਕਾਂਗਰਸ ਇਸ ਸਿਫਾਰਸ਼ ਨੂੰ ਪ੍ਰਵਾਨ ਨਹੀਂ ਕਰਦੀ। <box>224 129 400 355</box>
surrender-column-2 <box>408 560 580 822</box>
five-security-headline-2: ਮੁਲਾਜ਼ਮਾਂ ਦੀ ਹੱਤਿਆ <box>30 484 212 513</box>
kashmir-column-2 <box>408 1110 580 1270</box>
workshop-column-2-text: ਸਬੰਧ 'ਚ ਆਪਣੀ ਵਿਚਾਰ ਰੱਖੇ ਤੇ ਇਸ ਸਬੰਧ 'ਚ ਆਪਣੀ ਕਹਾਣੀ 'ਦੀਵੇ ਵਾਂਗ ਬਲਦੀ ਅੱਖ' ਨੂੰ ਆਧਾਰ ਬਣਾਇਆ। ਇਸ ਪਿੱਛੋਂ ਨਿਰਮਿੰਦਰ ਰਤਨ ਨੇ ਆਪਣੀ ਕਹਾਣੀ 'ਮਰਥਾ' ਸੁਣਾਈ। ਇਸ ਕਹਾਣੀ ਦੇ ਆਧਾਰ 'ਤੇ ਪੰਜਾਬੀ ਕਹਾਣੀ 'ਚ ਪਲਾਟ ਦੀ ਦੇਣ ਬਾਰੇ ਵਿਚਾਰ ਚਰਚਾ ਹੋਈ। ਦੂਜੇ ਸੈਸ਼ਨ ਵਿਚ ਕਹਾਣੀ 'ਚ ਪਾਤਰ ਉਸਾਰੀ ਦੇ ਮਹੱਤਵ ਬਾਰੇ ਵਿਚਾਰ ਚਰਚਾ ਹੋਈ। <box>408 1313 580 1425</box>
ruler-tick <box>959 340 971 341</box>
ruler-tick <box>959 380 965 381</box>
ruler-number: 16 <box>973 993 987 1008</box>
measuring-ruler <box>958 190 999 1270</box>
ruler-tick <box>959 950 965 951</box>
ruler-tick <box>959 350 965 351</box>
ruler-number: 14 <box>973 1105 987 1120</box>
babbar-paragraph-5: ਪੁਲਿਸ ਜ਼ਿਲ੍ਹਾ ਜਗਰਾਓਂ ਦੇ ਪਿੰਡ ਗਾਲਿਬ ਕਲਾਂ ਕੋਲ ਹੋਏ ਇਕ ਹੋਰ ਮੁਕਾਬਲੇ ਵਿੱਚ ਵੀ ਇਕ ਖਾੜਕੂ ਸ਼ਹੀਦ ਹੋ ਗਿਆ। <box>30 1237 212 1278</box>
babbar-body <box>30 926 212 1366</box>
ruler-tick <box>959 620 965 621</box>
ruler-tick <box>959 410 965 411</box>
kashmir-column-2-text: ਕਰ ਲਿਆ ਸੀ। ਲਾਸ਼ ਕੋਲੋਂ ਮਿਲੇ ਪੱਤਰ ਤੋਂ ਇਹ ਸੰਕੇਤ ਮਿਲਦਾ ਹੈ ਕਿ ਇਹ ਕਾਰਾ ਇਖਵਾਨ ਉਲ ਮੁਸਲਮੀਨ ਦਾ ਹੈ, ਜਿਸ ਨੇ ਇਸ ਜ਼ਿੰਮੇਵਾਰੀ ਆਪਣੇ ਸਿਰ ਲਈ ਹੈ। ਪ੍ਰਧਾਨ ਮਿਰਚਾ ਕਰ ਦਾ ਬਹਨੋਈ ਸੀ। ਬੁਲਾਰੇ ਨੇ ਕਿਹਾ ਕਿ ਮਿਰਚਾ ਇਸ ਸਾਲ ਪਹਿਲੇ ਰਾਜਸੀ ਵਿਅਕਤੀ ਹੈ, ਜਿਨ੍ਹਾਂ ਨੂੰ ਖਾੜਕੂਆਂ ਵੱਲੋਂ ਅਗਵਾ ਕਰਕੇ ਕਤਲ ਕੀਤਾ ਗਿਆ ਹੈ। <box>408 1111 580 1223</box>
ruler-tick <box>959 650 965 651</box>
ruler-tick <box>959 1140 971 1141</box>
ruler-tick <box>959 930 965 931</box>
ruler-tick <box>959 440 971 441</box>
ruler-tick <box>959 540 971 541</box>
surrender-headline-2: ਖਾੜਕੂਆਂ ਵੱਲੋਂ ਆਤਮ ਸਮਰਪਣ <box>297 528 507 548</box>
ruler-tick <box>959 210 965 211</box>
ruler-tick <box>959 690 971 691</box>
ruler-tick <box>959 600 965 601</box>
ruler-tick <box>959 890 971 891</box>
lead-column-3-text: ਤੋੜ ਤੇ ਫੈਸਲਾ ਕੀਤਾ ਜਾਵੇਗਾ। ਉਸ ਕਿਹਾ ਕਿ ਚੰਡੀਗੜ੍ਹ ਨੂੰ ਉਸ ਦੇ ਮੌਜੂਦਾ ਰੂਪ ਵਿੱਚ ਹੀ ਹਾਸਲ ਕੀਤਾ ਜਾਵੇਗਾ। ਸਤਲੁਜ-ਯਮਨਾ ਲਿੰਕ ਨਹਿਰ ਦੀ ਗੱਲ ਕਰਦਿਆਂ ਮੁੱਖ ਮੰਤਰੀ ਨੇ ਕਿਹਾ ਕਿ 1977 ਵਿੱਚ ਪ੍ਰਕਾਸ਼ ਸਿੰਘ ਬਾਦਲ ਨੇ ਮੁੱਖ ਮੰਤਰੀ ਹੁੰਦੇ ਹੋਏ ਹਰਿਆਣਾ ਦੇ ਮੁੱਖ ਮੰਤਰੀ ਦੇਵੀ ਲਾਲ ਤੋਂ ਲਿੰਕ ਨਹਿਰ ਦੀ ਉਸਾਰੀ ਲਈ ਦੋ ਕਰੋੜ ਰੁਪਏ ਲਏ ਸਨ ਪ੍ਰੰਤੂ ਦਰਬਾਰਾ ਸਿੰਘ ਸਰਕਾਰ ਸਮੇਂ ਬਾਦਲ ਨੇ ਕਿਹਾ ਕਿ ਜੇਕਰ ਲਿੰਕ ਨਹਿਰ ਬਣੀ ਤਾਂ ਇਸ ਵਿੱਚ ਪਾਣੀ ਦਾ ਥਾਂ ਖ਼ੂਨ ਵਗੇਗਾ। ਮੁੱਖ ਮੰਤਰੀ ਨੇ ਕਿਹਾ ਕਿ ਬਾਦਲ ਦੀ ਦੋਗਲੀ ਨੀਤੀ ਨੇ ਪੰਜਾਬ ਨੂੰ ਬਰਬਾਦ ਕਰ ਦਿੱਤਾ। ਮੁੱਖ ਮੰਤਰੀ ਨੇ ਆਪਣਾ ਭਾਸ਼ਣ ਜਾਰੀ ਰੱਖਦੇ ਹੋਏ ਕਿਹਾ ਕਿ ਲਿੰਕ ਨਹਿਰ ਦਾ ਜਿੰਨਾ ਹਿੱਸਾ ਬਣ ਚੁੱਕਾ ਹੈ ਅਤੇ ਬਾਕੀ ਬਣਨੀ ਚਾਹੀਦੀ ਹੈ। ਹਰਿਆਣਾ ਲਈ ਪਾਣੀ ਦਾ ਸਹੀ ਹੱਲ ਕੱਢਿਆ ਜਾਵੇਗਾ। <box>412 129 580 369</box>
lead-column-3 <box>412 128 580 446</box>
surrender-column-1 <box>224 560 396 822</box>
ruler-tick <box>959 680 965 681</box>
